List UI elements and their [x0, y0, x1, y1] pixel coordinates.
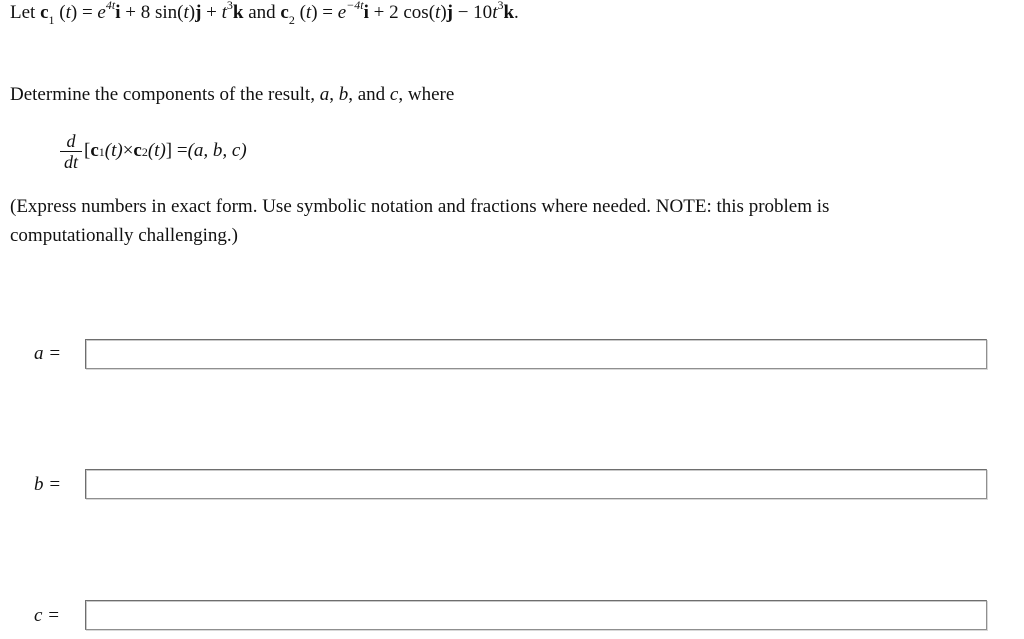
minus-10: − 10	[452, 2, 493, 23]
answer-c-label: c =	[34, 605, 61, 626]
plus-sign: +	[201, 2, 222, 23]
paren-open: (	[54, 2, 66, 23]
where-text: , where	[398, 84, 455, 105]
t-var: t	[221, 2, 227, 23]
and-text: , and	[348, 84, 390, 105]
vector-c1: c	[40, 2, 49, 23]
t-var: t	[305, 2, 312, 23]
t-var: t	[65, 2, 71, 23]
comma: ,	[329, 84, 339, 105]
exponent-neg-4t: −4t	[346, 0, 364, 12]
answer-b-label: b =	[34, 474, 62, 495]
close-bracket-equals: ] =	[165, 140, 188, 161]
t-var: t	[183, 2, 189, 23]
c1-subscript: 1	[48, 12, 55, 27]
var-a: a	[319, 84, 330, 105]
paren-close-equals: ) =	[70, 2, 98, 23]
paren-close: )	[440, 2, 447, 23]
open-bracket: [	[84, 140, 91, 161]
instruction-text	[10, 84, 454, 106]
t-var: t	[492, 2, 498, 23]
cross-product-sign: ×	[122, 140, 134, 161]
and-text: and	[243, 2, 281, 23]
exponent-3: 3	[226, 0, 233, 12]
e-constant: e	[337, 2, 347, 23]
answer-c-input[interactable]	[85, 600, 987, 630]
problem-statement	[10, 0, 519, 27]
t-argument: (t)	[104, 140, 123, 161]
t-var: t	[435, 2, 441, 23]
unit-i: i	[363, 2, 369, 23]
exponent-3: 3	[497, 0, 504, 12]
paren-close-equals: ) =	[311, 2, 338, 23]
fraction-numerator: d	[66, 130, 76, 151]
vector-c2: c	[280, 2, 289, 23]
let-text: Let	[10, 2, 41, 23]
answer-b-input[interactable]	[85, 469, 987, 499]
answer-a-label: a =	[34, 343, 62, 364]
unit-j: j	[195, 2, 202, 23]
derivative-fraction	[60, 131, 82, 172]
vector-c2: c	[133, 140, 142, 161]
unit-j: j	[446, 2, 453, 23]
paren-open: (	[294, 2, 306, 23]
paren-close: )	[188, 2, 196, 23]
exponent-4t: 4t	[105, 0, 116, 12]
determine-text: Determine the components of the result,	[10, 84, 320, 105]
unit-i: i	[115, 2, 121, 23]
plus-2cos: + 2 cos(	[368, 2, 436, 23]
result-tuple: (a, b, c)	[187, 140, 247, 161]
var-c: c	[389, 84, 399, 105]
note-line-2: computationally challenging.)	[10, 225, 238, 246]
c2-subscript: 2	[288, 12, 295, 27]
period: .	[514, 2, 519, 23]
answer-a-input[interactable]	[85, 339, 987, 369]
unit-k: k	[232, 2, 244, 23]
note-line-1: (Express numbers in exact form. Use symbolic notation and fractions where needed. NOTE: this problem is	[10, 196, 830, 217]
t-argument: (t)	[147, 140, 166, 161]
derivative-equation: $\frac{d}{dt}$ [ c $_1$ (t) × c $_2$ (t) ] = (a, b, c)	[60, 128, 247, 174]
plus-8sin: + 8 sin(	[120, 2, 184, 23]
fraction-denominator: dt	[63, 151, 78, 172]
var-b: b	[338, 84, 349, 105]
vector-c1: c	[90, 140, 99, 161]
e-constant: e	[97, 2, 106, 23]
unit-k: k	[503, 2, 515, 23]
